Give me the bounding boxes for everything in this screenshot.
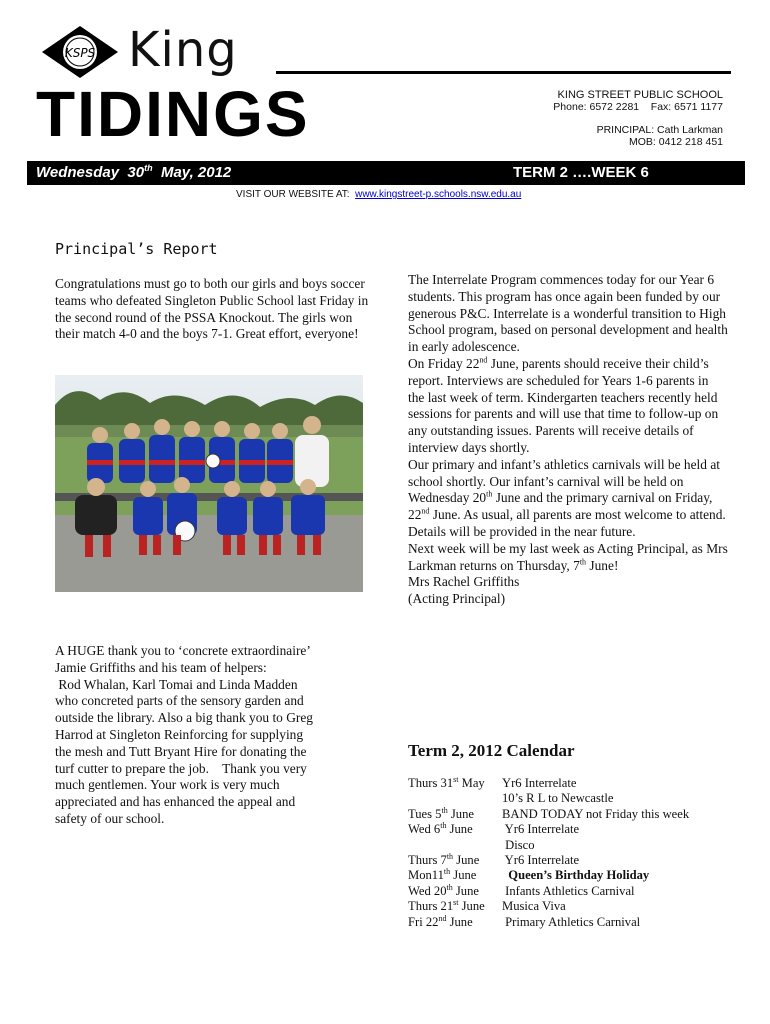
principals-report-right-column — [408, 272, 728, 608]
calendar-date — [408, 791, 502, 806]
thanks-line: the mesh and Tutt Bryant Hire for donating the — [55, 743, 307, 759]
calendar-row — [408, 807, 738, 822]
calendar-row — [408, 791, 738, 806]
reports-paragraph: On Friday 22nd June, parents should receive their child’s report. Interviews are scheduled for Years 1-6 parents in the last week of term. Kindergarten teachers recently held sessions for parents and will use that time to follow-up on any outstanding issues. Parents will receive details of interview days shortly. — [408, 355, 719, 455]
logo-text: KSPS — [64, 46, 96, 60]
calendar-row — [408, 915, 738, 930]
header-rule — [276, 71, 731, 74]
thanks-line: turf cutter to prepare the job. Thank you very — [55, 760, 307, 776]
calendar-date: Thurs 21st June — [408, 898, 485, 914]
school-principal: PRINCIPAL: Cath Larkman — [596, 124, 723, 136]
school-name: KING STREET PUBLIC SCHOOL — [557, 89, 723, 101]
term-calendar — [408, 776, 738, 930]
school-mobile: MOB: 0412 218 451 — [629, 136, 723, 148]
newsletter-title-king: King — [128, 22, 238, 78]
calendar-date: Mon11th June — [408, 867, 477, 883]
website-label: VISIT OUR WEBSITE AT: — [236, 189, 356, 200]
school-phone: Phone: 6572 2281 Fax: 6571 1177 — [553, 101, 723, 113]
calendar-row — [408, 822, 738, 837]
calendar-date: Tues 5th June — [408, 805, 474, 821]
calendar-date — [408, 838, 502, 853]
calendar-date: Fri 22nd June — [408, 913, 473, 929]
concrete-thanks-paragraph — [55, 643, 373, 828]
soccer-paragraph: Congratulations must go to both our girls and boys soccer teams who defeated Singleton Public School last Friday in the second round of the PSSA Knockout. The girls won their match 4-0 and the boys 7-1. Great effort, everyone! — [55, 276, 369, 342]
school-logo-icon — [40, 24, 120, 80]
thanks-line: safety of our school. — [55, 810, 165, 826]
calendar-heading: Term 2, 2012 Calendar — [408, 741, 575, 760]
thanks-line: who concreted parts of the sensory garden and — [55, 693, 304, 709]
thanks-line: much gentlemen. Your work is very much — [55, 777, 280, 793]
calendar-event: Disco — [502, 837, 535, 852]
athletics-paragraph: Our primary and infant’s athletics carnivals will be held at school shortly. Our infant’s carnival will be held on Wednesday 20th June and the primary carnival on Friday, 22nd June. As usual, all parents are most welcome to attend. Details will be provided in the near future. — [408, 456, 726, 539]
calendar-event: Queen’s Birthday Holiday — [502, 868, 650, 883]
soccer-team-photo — [55, 375, 363, 592]
signoff-title: (Acting Principal) — [408, 591, 506, 607]
thanks-line: A HUGE thank you to ‘concrete extraordinaire’ — [55, 643, 311, 658]
thanks-line: Harrod at Singleton Reinforcing for supplying — [55, 726, 304, 742]
calendar-date: Wed 20th June — [408, 882, 479, 898]
calendar-date: Wed 6th June — [408, 821, 473, 837]
calendar-event: Infants Athletics Carnival — [502, 883, 635, 898]
calendar-row — [408, 868, 738, 883]
calendar-event: Yr6 Interrelate — [502, 822, 580, 837]
calendar-event: BAND TODAY not Friday this week — [502, 806, 690, 821]
thanks-line: Rod Whalan, Karl Tomai and Linda Madden — [55, 676, 298, 692]
principals-report-heading: Principal’s Report — [55, 240, 218, 258]
date-day: Wednesday 30 — [36, 164, 145, 181]
thanks-line: outside the library. Also a big thank you to Greg — [55, 710, 313, 726]
thanks-line: appreciated and has enhanced the appeal and — [55, 794, 296, 810]
date-bar — [27, 161, 745, 185]
calendar-row — [408, 899, 738, 914]
calendar-date: Thurs 31st May — [408, 774, 485, 790]
calendar-row — [408, 884, 738, 899]
calendar-event: Musica Viva — [502, 899, 566, 914]
newsletter-title-tidings: TIDINGS — [36, 78, 310, 150]
calendar-event: Yr6 Interrelate — [502, 853, 580, 868]
calendar-event: Primary Athletics Carnival — [502, 914, 641, 929]
thanks-line: Jamie Griffiths and his team of helpers: — [55, 659, 267, 675]
interrelate-paragraph: The Interrelate Program commences today for our Year 6 students. This program has once again been funded by our generous P&C. Interrelate is a wonderful transition to High School program, based on personal development and health in early adolescence. — [408, 272, 728, 355]
calendar-event: Yr6 Interrelate — [502, 776, 577, 790]
calendar-event: 10’s R L to Newcastle — [502, 791, 614, 806]
website-line — [236, 189, 521, 200]
website-link[interactable]: www.kingstreet-p.schools.nsw.edu.au — [355, 189, 522, 200]
calendar-row — [408, 776, 738, 791]
acting-principal-paragraph: Next week will be my last week as Acting Principal, as Mrs Larkman returns on Thursday, 7th June! — [408, 540, 728, 573]
date-month-year: May, 2012 — [152, 164, 232, 181]
calendar-row — [408, 838, 738, 853]
calendar-date: Thurs 7th June — [408, 851, 480, 868]
calendar-row — [408, 853, 738, 868]
date-day-suffix: th — [144, 163, 153, 173]
issue-date — [36, 164, 231, 181]
term-week: TERM 2 ….WEEK 6 — [513, 164, 649, 181]
signoff-name: Mrs Rachel Griffiths — [408, 574, 520, 590]
